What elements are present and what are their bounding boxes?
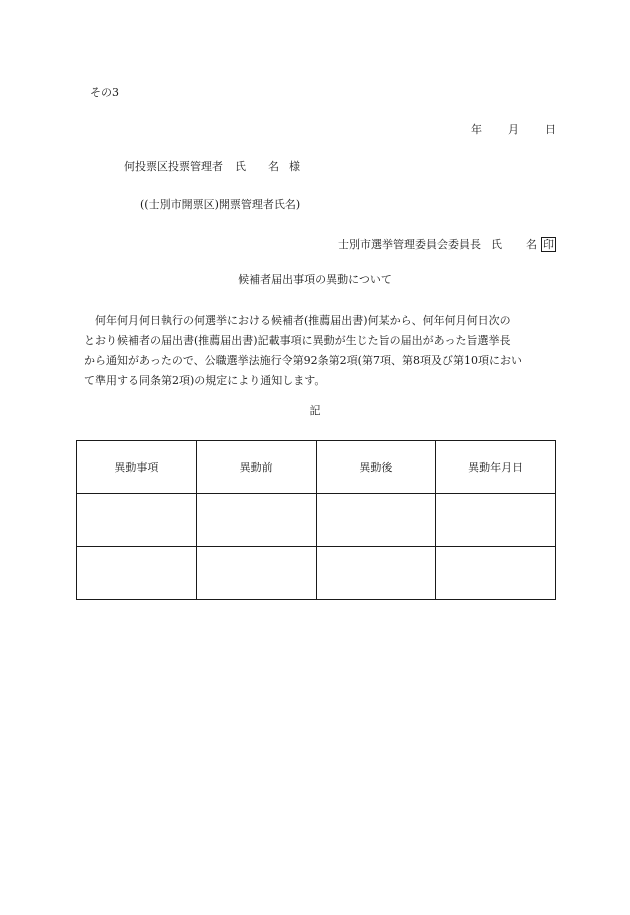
body-line: とおり候補者の届出書(推薦届出書)記載事項に異動が生じた旨の届出があった旨選挙長 xyxy=(84,334,511,347)
seal-mark: 印 xyxy=(543,238,554,251)
date-year: 年 xyxy=(471,123,482,136)
table-cell[interactable] xyxy=(196,494,316,547)
table-header-row xyxy=(77,441,556,494)
sender-title: 士別市選挙管理委員会委員長 xyxy=(338,238,481,251)
header-after-change: 異動後 xyxy=(316,441,436,494)
table-cell[interactable] xyxy=(316,494,436,547)
table-cell[interactable] xyxy=(77,547,197,600)
table-cell[interactable] xyxy=(436,547,556,600)
table-cell[interactable] xyxy=(436,494,556,547)
addressee-mei: 名 xyxy=(268,160,279,173)
body-line: から通知があったので、公職選挙法施行令第92条第2項(第7項、第8項及び第10項におい xyxy=(84,354,522,367)
header-before-change: 異動前 xyxy=(196,441,316,494)
heading-ki: 記 xyxy=(309,404,321,417)
date-line xyxy=(471,124,556,135)
form-number: その3 xyxy=(90,86,119,99)
addressee-shi: 氏 xyxy=(235,160,246,173)
body-line: 何年何月何日執行の何選挙における候補者(推薦届出書)何某から、何年何月何日次の xyxy=(84,314,511,327)
table-cell[interactable] xyxy=(77,494,197,547)
header-change-date: 異動年月日 xyxy=(436,441,556,494)
sender-shi: 氏 xyxy=(491,238,502,251)
sender-mei: 名 xyxy=(526,238,537,251)
sender-line xyxy=(338,237,556,252)
addressee-honorific: 様 xyxy=(289,160,300,173)
table-row xyxy=(77,547,556,600)
addressee-title: 何投票区投票管理者 xyxy=(124,160,223,173)
table-cell[interactable] xyxy=(316,547,436,600)
header-change-item: 異動事項 xyxy=(77,441,197,494)
change-table xyxy=(76,440,556,600)
body-paragraph xyxy=(84,311,560,391)
date-month: 月 xyxy=(508,123,519,136)
date-day: 日 xyxy=(545,123,556,136)
table-row xyxy=(77,494,556,547)
alt-addressee-line: ((士別市開票区)開票管理者氏名) xyxy=(140,198,301,211)
document-title: 候補者届出事項の異動について xyxy=(238,273,392,286)
addressee-line xyxy=(124,161,300,172)
body-line: て準用する同条第2項)の規定により通知します。 xyxy=(84,374,326,387)
table-cell[interactable] xyxy=(196,547,316,600)
